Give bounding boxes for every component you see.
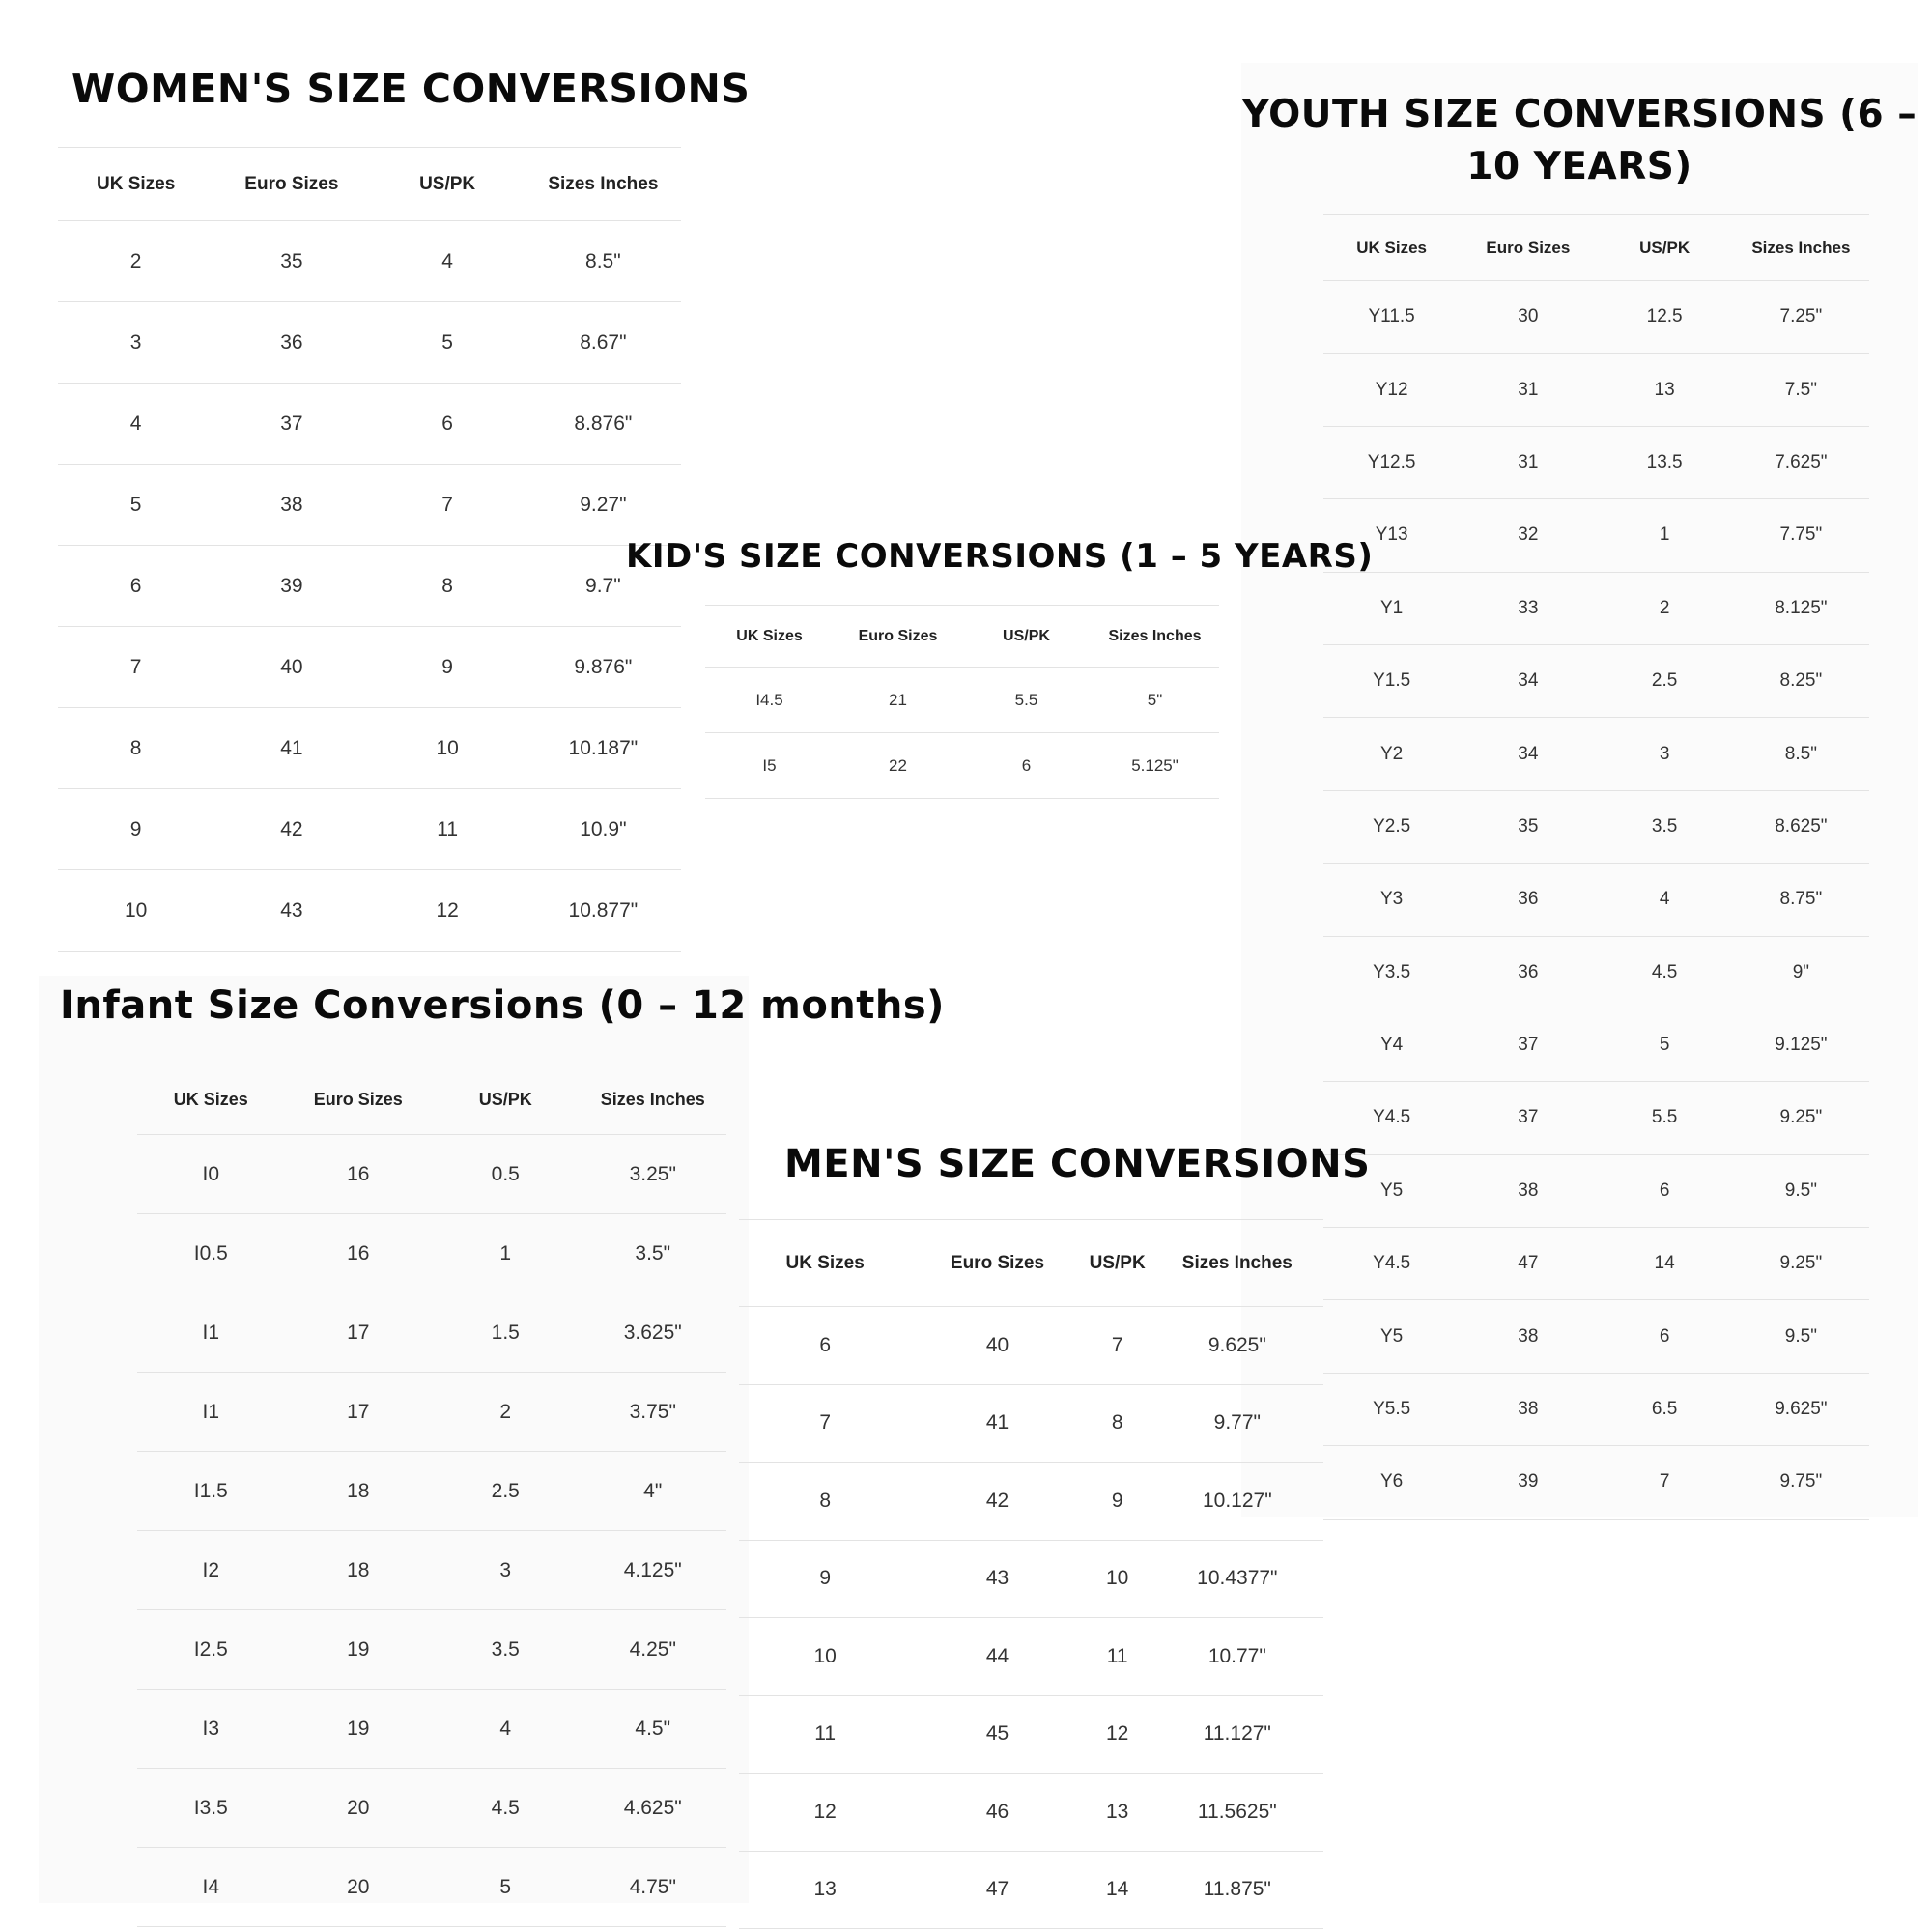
table-cell: 19 — [285, 1610, 433, 1690]
table-cell: 5 — [1597, 1009, 1733, 1081]
table-cell: 16 — [285, 1214, 433, 1293]
kids-size-table — [705, 605, 1219, 799]
table-cell: 7.75" — [1733, 499, 1869, 572]
table-row — [739, 1463, 1323, 1541]
table-cell: 5 — [432, 1848, 580, 1927]
table-cell: 9 — [1084, 1463, 1151, 1541]
column-header: Sizes Inches — [526, 148, 681, 221]
column-header: Euro Sizes — [834, 606, 962, 668]
table-cell: 13 — [739, 1851, 911, 1929]
column-header: US/PK — [1084, 1220, 1151, 1307]
table-cell: 32 — [1460, 499, 1596, 572]
table-row — [739, 1851, 1323, 1929]
table-cell: 6 — [739, 1307, 911, 1385]
table-cell: 37 — [1460, 1082, 1596, 1154]
table-cell: Y5.5 — [1323, 1373, 1460, 1445]
table-cell: 4.625" — [580, 1769, 727, 1848]
table-row — [1323, 718, 1869, 790]
column-header: US/PK — [962, 606, 1091, 668]
table-cell: 10 — [1084, 1540, 1151, 1618]
table-cell: I0.5 — [137, 1214, 285, 1293]
table-cell: 8.5" — [526, 221, 681, 302]
table-cell: 14 — [1084, 1851, 1151, 1929]
table-row — [1323, 1446, 1869, 1519]
table-cell: 12 — [370, 870, 526, 952]
table-cell: 38 — [1460, 1300, 1596, 1373]
table-cell: 6.5 — [1597, 1373, 1733, 1445]
table-cell: 4.5" — [580, 1690, 727, 1769]
table-row — [1323, 1154, 1869, 1227]
table-cell: 10.4377" — [1151, 1540, 1323, 1618]
table-cell: 11 — [370, 789, 526, 870]
table-cell: 9.5" — [1733, 1300, 1869, 1373]
table-row — [739, 1307, 1323, 1385]
table-cell: 10.187" — [526, 708, 681, 789]
table-cell: 30 — [1460, 281, 1596, 354]
table-cell: 8.25" — [1733, 644, 1869, 717]
table-cell: 3.625" — [580, 1293, 727, 1373]
table-cell: 11.127" — [1151, 1695, 1323, 1774]
table-cell: 43 — [213, 870, 369, 952]
table-row — [705, 733, 1219, 799]
table-cell: 8 — [1084, 1384, 1151, 1463]
table-cell: 31 — [1460, 426, 1596, 498]
table-cell: 12 — [739, 1774, 911, 1852]
table-cell: 7 — [739, 1384, 911, 1463]
table-row — [1323, 644, 1869, 717]
table-cell: 6 — [1597, 1300, 1733, 1373]
table-cell: 17 — [285, 1293, 433, 1373]
table-cell: 38 — [1460, 1373, 1596, 1445]
table-cell: 10.127" — [1151, 1463, 1323, 1541]
table-cell: 3.25" — [580, 1135, 727, 1214]
table-cell: I4 — [137, 1848, 285, 1927]
table-cell: 9.25" — [1733, 1228, 1869, 1300]
women-size-table — [58, 147, 681, 952]
table-row — [1323, 1082, 1869, 1154]
table-cell: 9 — [58, 789, 213, 870]
table-cell: 5.125" — [1091, 733, 1219, 799]
table-row — [137, 1214, 726, 1293]
table-cell: 4 — [58, 384, 213, 465]
column-header: Euro Sizes — [911, 1220, 1083, 1307]
table-cell: 33 — [1460, 572, 1596, 644]
table-cell: 9.625" — [1151, 1307, 1323, 1385]
table-cell: 7.5" — [1733, 354, 1869, 426]
infant-size-title: Infant Size Conversions (0 – 12 months) — [60, 983, 945, 1028]
table-cell: 3.5" — [580, 1214, 727, 1293]
table-cell: 7.625" — [1733, 426, 1869, 498]
table-cell: 37 — [1460, 1009, 1596, 1081]
column-header: Sizes Inches — [1091, 606, 1219, 668]
table-cell: 34 — [1460, 718, 1596, 790]
table-header-row — [739, 1220, 1323, 1307]
column-header: Euro Sizes — [1460, 215, 1596, 281]
table-cell: 3 — [432, 1531, 580, 1610]
table-row — [739, 1540, 1323, 1618]
table-cell: 1 — [1597, 499, 1733, 572]
table-cell: 22 — [834, 733, 962, 799]
table-row — [1323, 572, 1869, 644]
table-cell: 21 — [834, 668, 962, 733]
table-cell: 3 — [1597, 718, 1733, 790]
table-cell: 9.125" — [1733, 1009, 1869, 1081]
table-cell: 1.5 — [432, 1293, 580, 1373]
table-header-row — [705, 606, 1219, 668]
table-cell: 10 — [370, 708, 526, 789]
table-row — [137, 1293, 726, 1373]
table-cell: 3.5 — [1597, 790, 1733, 863]
table-row — [739, 1695, 1323, 1774]
table-cell: 8.75" — [1733, 864, 1869, 936]
table-cell: Y4 — [1323, 1009, 1460, 1081]
table-cell: 36 — [1460, 936, 1596, 1009]
table-cell: 46 — [911, 1774, 1083, 1852]
men-size-title: MEN'S SIZE CONVERSIONS — [784, 1142, 1371, 1186]
table-cell: 8 — [58, 708, 213, 789]
table-cell: 7 — [58, 627, 213, 708]
table-cell: I5 — [705, 733, 834, 799]
table-cell: I3.5 — [137, 1769, 285, 1848]
table-cell: 19 — [285, 1690, 433, 1769]
table-cell: 2 — [432, 1373, 580, 1452]
table-row — [137, 1610, 726, 1690]
table-header-row — [58, 148, 681, 221]
table-cell: 5.5 — [962, 668, 1091, 733]
table-row — [1323, 1009, 1869, 1081]
table-cell: 8 — [370, 546, 526, 627]
women-size-title: WOMEN'S SIZE CONVERSIONS — [71, 66, 751, 112]
table-cell: 5 — [370, 302, 526, 384]
table-cell: Y4.5 — [1323, 1228, 1460, 1300]
table-cell: 2 — [58, 221, 213, 302]
table-row — [137, 1135, 726, 1214]
table-row — [58, 870, 681, 952]
table-cell: 44 — [911, 1618, 1083, 1696]
table-cell: 3.5 — [432, 1610, 580, 1690]
table-cell: Y3 — [1323, 864, 1460, 936]
table-cell: 14 — [1597, 1228, 1733, 1300]
infant-size-table — [137, 1065, 726, 1927]
table-row — [58, 221, 681, 302]
table-cell: 9.75" — [1733, 1446, 1869, 1519]
table-cell: 38 — [1460, 1154, 1596, 1227]
table-cell: 11 — [739, 1695, 911, 1774]
table-cell: Y6 — [1323, 1446, 1460, 1519]
table-cell: 8.5" — [1733, 718, 1869, 790]
table-row — [58, 465, 681, 546]
table-row — [1323, 281, 1869, 354]
column-header: US/PK — [370, 148, 526, 221]
table-row — [137, 1848, 726, 1927]
table-cell: 45 — [911, 1695, 1083, 1774]
table-row — [1323, 499, 1869, 572]
table-cell: 12 — [1084, 1695, 1151, 1774]
table-cell: 11.5625" — [1151, 1774, 1323, 1852]
table-cell: 5.5 — [1597, 1082, 1733, 1154]
table-cell: 6 — [1597, 1154, 1733, 1227]
table-cell: 1 — [432, 1214, 580, 1293]
table-row — [137, 1769, 726, 1848]
table-row — [58, 384, 681, 465]
table-cell: 4 — [370, 221, 526, 302]
table-cell: 11 — [1084, 1618, 1151, 1696]
column-header: UK Sizes — [705, 606, 834, 668]
table-cell: 9.876" — [526, 627, 681, 708]
column-header: UK Sizes — [739, 1220, 911, 1307]
table-cell: I2.5 — [137, 1610, 285, 1690]
column-header: UK Sizes — [58, 148, 213, 221]
table-cell: Y12.5 — [1323, 426, 1460, 498]
table-cell: 4.75" — [580, 1848, 727, 1927]
table-cell: 7.25" — [1733, 281, 1869, 354]
table-row — [1323, 1300, 1869, 1373]
table-cell: 2 — [1597, 572, 1733, 644]
table-cell: Y2.5 — [1323, 790, 1460, 863]
table-cell: 40 — [213, 627, 369, 708]
table-cell: 47 — [1460, 1228, 1596, 1300]
table-row — [1323, 790, 1869, 863]
table-cell: 4.25" — [580, 1610, 727, 1690]
column-header: US/PK — [432, 1065, 580, 1135]
table-cell: 35 — [1460, 790, 1596, 863]
table-cell: 9" — [1733, 936, 1869, 1009]
table-cell: 4 — [1597, 864, 1733, 936]
column-header: UK Sizes — [137, 1065, 285, 1135]
kids-size-title: KID'S SIZE CONVERSIONS (1 – 5 YEARS) — [626, 537, 1374, 576]
table-cell: Y3.5 — [1323, 936, 1460, 1009]
table-cell: 6 — [370, 384, 526, 465]
table-cell: Y1.5 — [1323, 644, 1460, 717]
table-cell: I3 — [137, 1690, 285, 1769]
table-cell: 9.27" — [526, 465, 681, 546]
table-row — [137, 1373, 726, 1452]
table-cell: I4.5 — [705, 668, 834, 733]
youth-size-table — [1323, 214, 1869, 1520]
table-cell: 8.876" — [526, 384, 681, 465]
table-cell: 4.5 — [432, 1769, 580, 1848]
table-cell: 35 — [213, 221, 369, 302]
table-cell: 10.9" — [526, 789, 681, 870]
table-cell: 17 — [285, 1373, 433, 1452]
table-cell: I0 — [137, 1135, 285, 1214]
table-cell: I2 — [137, 1531, 285, 1610]
table-cell: 5" — [1091, 668, 1219, 733]
table-cell: 5 — [58, 465, 213, 546]
table-cell: 11.875" — [1151, 1851, 1323, 1929]
table-cell: 47 — [911, 1851, 1083, 1929]
table-cell: Y2 — [1323, 718, 1460, 790]
table-cell: Y4.5 — [1323, 1082, 1460, 1154]
table-row — [739, 1618, 1323, 1696]
table-cell: 18 — [285, 1452, 433, 1531]
table-row — [58, 708, 681, 789]
table-cell: 8.625" — [1733, 790, 1869, 863]
table-row — [137, 1452, 726, 1531]
table-cell: 7 — [1084, 1307, 1151, 1385]
table-cell: 43 — [911, 1540, 1083, 1618]
table-cell: I1.5 — [137, 1452, 285, 1531]
column-header: US/PK — [1597, 215, 1733, 281]
table-cell: 34 — [1460, 644, 1596, 717]
table-cell: 36 — [1460, 864, 1596, 936]
table-cell: 41 — [911, 1384, 1083, 1463]
table-row — [58, 546, 681, 627]
table-cell: 0.5 — [432, 1135, 580, 1214]
table-cell: I1 — [137, 1293, 285, 1373]
table-cell: 10 — [739, 1618, 911, 1696]
table-cell: Y13 — [1323, 499, 1460, 572]
table-cell: 12.5 — [1597, 281, 1733, 354]
table-cell: Y5 — [1323, 1154, 1460, 1227]
table-row — [1323, 1373, 1869, 1445]
table-row — [1323, 864, 1869, 936]
table-cell: Y11.5 — [1323, 281, 1460, 354]
table-cell: I1 — [137, 1373, 285, 1452]
table-cell: 8.67" — [526, 302, 681, 384]
table-cell: 40 — [911, 1307, 1083, 1385]
table-cell: 3 — [58, 302, 213, 384]
table-cell: 4 — [432, 1690, 580, 1769]
table-cell: 38 — [213, 465, 369, 546]
table-cell: 36 — [213, 302, 369, 384]
table-row — [58, 789, 681, 870]
table-row — [739, 1774, 1323, 1852]
column-header: UK Sizes — [1323, 215, 1460, 281]
table-cell: 41 — [213, 708, 369, 789]
table-cell: 37 — [213, 384, 369, 465]
table-row — [739, 1384, 1323, 1463]
table-cell: 42 — [213, 789, 369, 870]
column-header: Euro Sizes — [285, 1065, 433, 1135]
table-cell: 7 — [370, 465, 526, 546]
table-cell: 9 — [370, 627, 526, 708]
table-row — [1323, 426, 1869, 498]
table-cell: 6 — [962, 733, 1091, 799]
table-cell: 13 — [1597, 354, 1733, 426]
table-cell: 9.77" — [1151, 1384, 1323, 1463]
table-cell: 4" — [580, 1452, 727, 1531]
column-header: Euro Sizes — [213, 148, 369, 221]
table-cell: 3.75" — [580, 1373, 727, 1452]
table-cell: 9.25" — [1733, 1082, 1869, 1154]
table-cell: 18 — [285, 1531, 433, 1610]
table-row — [1323, 354, 1869, 426]
table-row — [1323, 1228, 1869, 1300]
table-cell: Y12 — [1323, 354, 1460, 426]
table-cell: 6 — [58, 546, 213, 627]
table-cell: Y1 — [1323, 572, 1460, 644]
column-header: Sizes Inches — [580, 1065, 727, 1135]
table-cell: 8 — [739, 1463, 911, 1541]
table-cell: 10 — [58, 870, 213, 952]
table-cell: 39 — [213, 546, 369, 627]
table-cell: 10.877" — [526, 870, 681, 952]
table-cell: 9 — [739, 1540, 911, 1618]
column-header: Sizes Inches — [1151, 1220, 1323, 1307]
table-cell: 20 — [285, 1769, 433, 1848]
table-cell: 9.625" — [1733, 1373, 1869, 1445]
table-cell: 10.77" — [1151, 1618, 1323, 1696]
table-row — [58, 627, 681, 708]
table-row — [137, 1690, 726, 1769]
table-cell: 2.5 — [432, 1452, 580, 1531]
table-cell: 9.7" — [526, 546, 681, 627]
table-row — [705, 668, 1219, 733]
table-cell: 2.5 — [1597, 644, 1733, 717]
table-cell: 4.5 — [1597, 936, 1733, 1009]
table-header-row — [1323, 215, 1869, 281]
table-cell: 20 — [285, 1848, 433, 1927]
table-cell: Y5 — [1323, 1300, 1460, 1373]
table-row — [137, 1531, 726, 1610]
table-cell: 9.5" — [1733, 1154, 1869, 1227]
table-header-row — [137, 1065, 726, 1135]
table-cell: 16 — [285, 1135, 433, 1214]
youth-size-title: YOUTH SIZE CONVERSIONS (6 – 10 YEARS) — [1241, 93, 1918, 188]
table-cell: 42 — [911, 1463, 1083, 1541]
table-row — [58, 302, 681, 384]
table-cell: 13.5 — [1597, 426, 1733, 498]
table-cell: 7 — [1597, 1446, 1733, 1519]
table-row — [1323, 936, 1869, 1009]
column-header: Sizes Inches — [1733, 215, 1869, 281]
table-cell: 13 — [1084, 1774, 1151, 1852]
table-cell: 8.125" — [1733, 572, 1869, 644]
table-cell: 31 — [1460, 354, 1596, 426]
table-cell: 4.125" — [580, 1531, 727, 1610]
table-cell: 39 — [1460, 1446, 1596, 1519]
men-size-table — [739, 1219, 1323, 1929]
